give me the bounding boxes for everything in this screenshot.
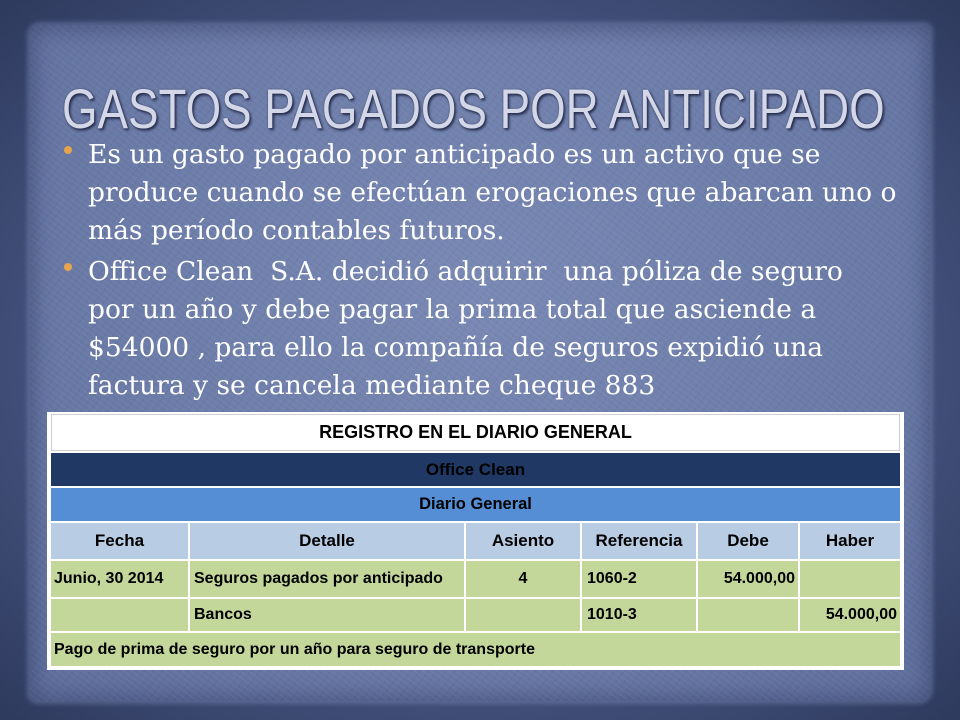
journal-table bbox=[47, 412, 904, 670]
journal-company-name: Office Clean bbox=[51, 453, 900, 486]
bullet-text-line: $54000 , para ello la compañía de seguros expidió una bbox=[88, 332, 824, 363]
cell-referencia: 1060-2 bbox=[582, 561, 696, 597]
cell-fecha bbox=[51, 599, 188, 631]
bullet-text-line: produce cuando se efectúan erogaciones que abarcan uno o bbox=[88, 177, 897, 208]
cell-detalle: Seguros pagados por anticipado bbox=[190, 561, 464, 597]
bullet-list bbox=[62, 136, 922, 405]
bullet-text-line: Office Clean S.A. decidió adquirir una póliza de seguro bbox=[88, 256, 843, 287]
cell-fecha: Junio, 30 2014 bbox=[51, 561, 188, 597]
journal-heading: REGISTRO EN EL DIARIO GENERAL bbox=[51, 414, 900, 451]
journal-book-name: Diario General bbox=[51, 488, 900, 521]
column-header-asiento: Asiento bbox=[466, 523, 580, 559]
journal-note: Pago de prima de seguro por un año para seguro de transporte bbox=[51, 633, 900, 666]
journal-grid bbox=[51, 414, 900, 666]
bullet-item-example bbox=[62, 253, 922, 405]
cell-asiento bbox=[466, 599, 580, 631]
cell-haber bbox=[800, 561, 900, 597]
cell-debe: 54.000,00 bbox=[698, 561, 798, 597]
slide-title: GASTOS PAGADOS POR ANTICIPADO bbox=[62, 81, 885, 140]
cell-referencia: 1010-3 bbox=[582, 599, 696, 631]
bullet-text-line: más período contables futuros. bbox=[88, 215, 505, 246]
cell-asiento: 4 bbox=[466, 561, 580, 597]
cell-haber: 54.000,00 bbox=[800, 599, 900, 631]
column-header-fecha: Fecha bbox=[51, 523, 188, 559]
column-header-referencia: Referencia bbox=[582, 523, 696, 559]
slide-title-container bbox=[62, 81, 922, 143]
bullet-text-line: Es un gasto pagado por anticipado es un activo que se bbox=[88, 139, 821, 170]
cell-detalle: Bancos bbox=[190, 599, 464, 631]
column-header-detalle: Detalle bbox=[190, 523, 464, 559]
bullet-dot-icon bbox=[64, 263, 72, 271]
column-header-debe: Debe bbox=[698, 523, 798, 559]
column-header-haber: Haber bbox=[800, 523, 900, 559]
bullet-dot-icon bbox=[64, 146, 72, 154]
bullet-text-line: por un año y debe pagar la prima total que asciende a bbox=[88, 294, 817, 325]
bullet-text-line: factura y se cancela mediante cheque 883 bbox=[88, 370, 656, 401]
bullet-item-definition bbox=[62, 136, 922, 250]
cell-debe bbox=[698, 599, 798, 631]
